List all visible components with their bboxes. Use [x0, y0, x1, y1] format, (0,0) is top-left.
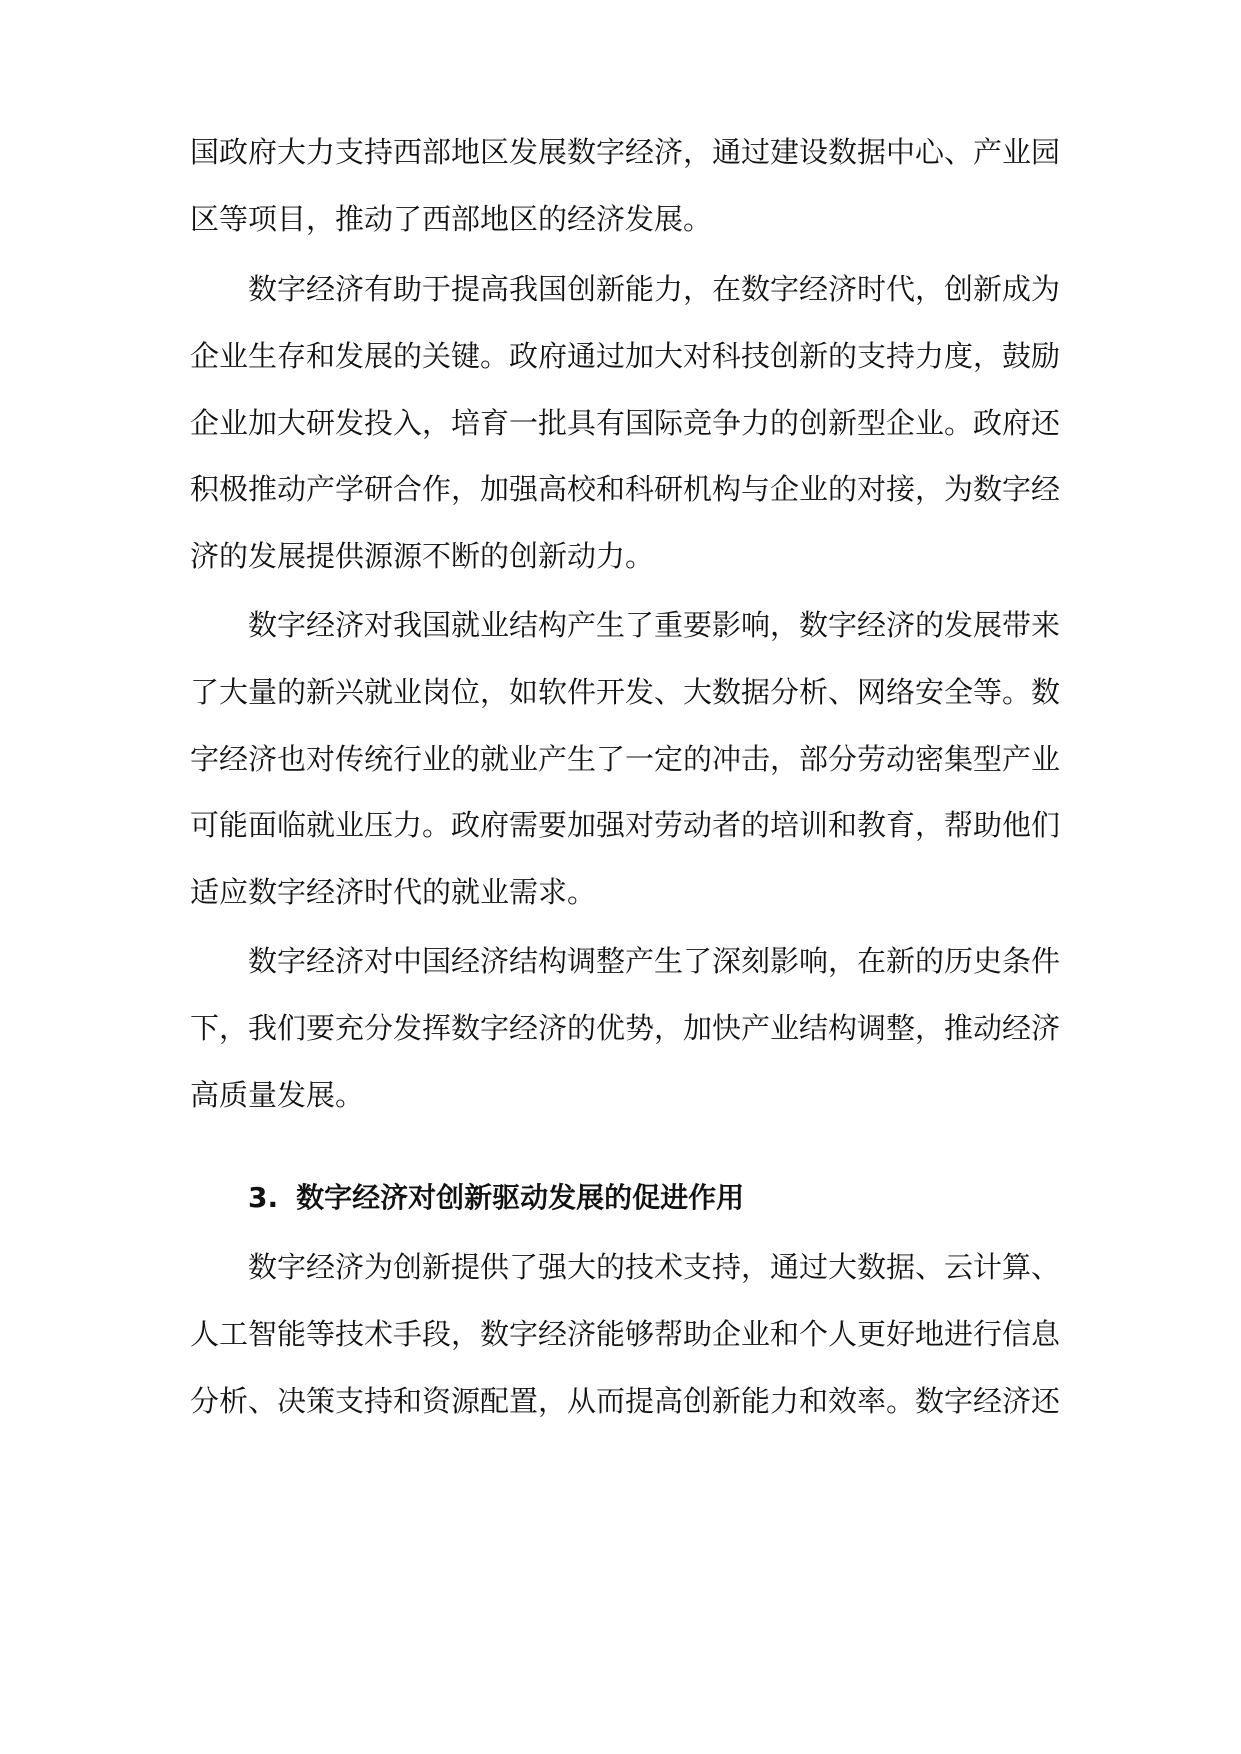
paragraph-1-line-1: 国政府大力支持西部地区发展数字经济，通过建设数据中心、产业园 — [190, 135, 1061, 169]
paragraph-3-line-5: 适应数字经济时代的就业需求。 — [190, 875, 597, 909]
paragraph-2-line-4: 积极推动产学研合作，加强高校和科研机构与企业的对接，为数字经 — [190, 472, 1061, 506]
paragraph-3-line-4: 可能面临就业压力。政府需要加强对劳动者的培训和教育，帮助他们 — [190, 808, 1061, 842]
document-page — [190, 0, 1060, 1754]
paragraph-1-line-2: 区等项目，推动了西部地区的经济发展。 — [190, 202, 713, 236]
section-number: 3. — [248, 1181, 279, 1214]
section-title: 数字经济对创新驱动发展的促进作用 — [296, 1181, 745, 1214]
paragraph-4-line-3: 高质量发展。 — [190, 1078, 365, 1112]
section-heading — [248, 1178, 1060, 1218]
paragraph-2-line-3: 企业加大研发投入，培育一批具有国际竞争力的创新型企业。政府还 — [190, 406, 1061, 440]
section-paragraph-line-1: 数字经济为创新提供了强大的技术支持，通过大数据、云计算、 — [248, 1250, 1061, 1284]
paragraph-4-line-1: 数字经济对中国经济结构调整产生了深刻影响，在新的历史条件 — [248, 944, 1061, 978]
paragraph-3-line-1: 数字经济对我国就业结构产生了重要影响，数字经济的发展带来 — [248, 608, 1061, 642]
paragraph-4-line-2: 下，我们要充分发挥数字经济的优势，加快产业结构调整，推动经济 — [190, 1011, 1061, 1045]
paragraph-2-line-2: 企业生存和发展的关键。政府通过加大对科技创新的支持力度，鼓励 — [190, 339, 1061, 373]
paragraph-3-line-2: 了大量的新兴就业岗位，如软件开发、大数据分析、网络安全等。数 — [190, 675, 1061, 709]
paragraph-2-line-5: 济的发展提供源源不断的创新动力。 — [190, 539, 655, 573]
section-paragraph-line-2: 人工智能等技术手段，数字经济能够帮助企业和个人更好地进行信息 — [190, 1317, 1061, 1351]
section-paragraph-line-3: 分析、决策支持和资源配置，从而提高创新能力和效率。数字经济还 — [190, 1384, 1061, 1418]
paragraph-3-line-3: 字经济也对传统行业的就业产生了一定的冲击，部分劳动密集型产业 — [190, 742, 1061, 776]
paragraph-2-line-1: 数字经济有助于提高我国创新能力，在数字经济时代，创新成为 — [248, 272, 1061, 306]
